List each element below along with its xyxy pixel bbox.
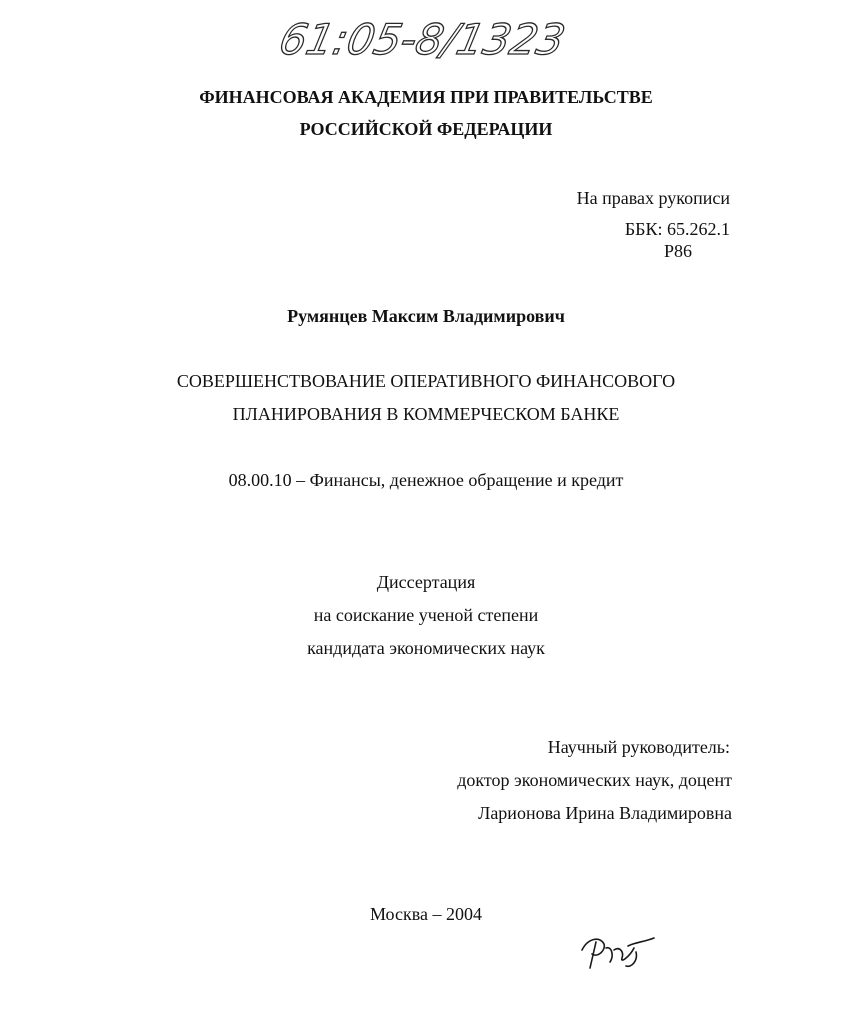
advisor-label: Научный руководитель: xyxy=(547,737,730,757)
handwritten-archive-code xyxy=(274,8,570,68)
rights-label: На правах рукописи xyxy=(576,188,730,208)
title-line-2: ПЛАНИРОВАНИЯ В КОММЕРЧЕСКОМ БАНКЕ xyxy=(232,404,620,424)
degree-line-2: на соискание ученой степени xyxy=(313,605,539,625)
degree-line-3: кандидата экономических наук xyxy=(307,638,545,658)
institution-line-1: ФИНАНСОВАЯ АКАДЕМИЯ ПРИ ПРАВИТЕЛЬСТВЕ xyxy=(199,87,653,107)
bbk-code: ББК: 65.262.1 xyxy=(624,219,730,239)
degree-line-1: Диссертация xyxy=(376,572,476,592)
advisor-rank: доктор экономических наук, доцент xyxy=(457,770,732,790)
signature-mark xyxy=(578,928,658,972)
title-line-1: СОВЕРШЕНСТВОВАНИЕ ОПЕРАТИВНОГО ФИНАНСОВОГО xyxy=(176,371,676,391)
advisor-name: Ларионова Ирина Владимировна xyxy=(478,803,732,823)
author-mark-code: Р86 xyxy=(663,241,692,261)
archive-code-text: 61:05-8/1323 xyxy=(274,16,570,65)
institution-line-2: РОССИЙСКОЙ ФЕДЕРАЦИИ xyxy=(299,119,553,139)
place-year: Москва – 2004 xyxy=(370,904,482,924)
author-name: Румянцев Максим Владимирович xyxy=(287,306,565,326)
specialty: 08.00.10 – Финансы, денежное обращение и кредит xyxy=(228,470,624,490)
